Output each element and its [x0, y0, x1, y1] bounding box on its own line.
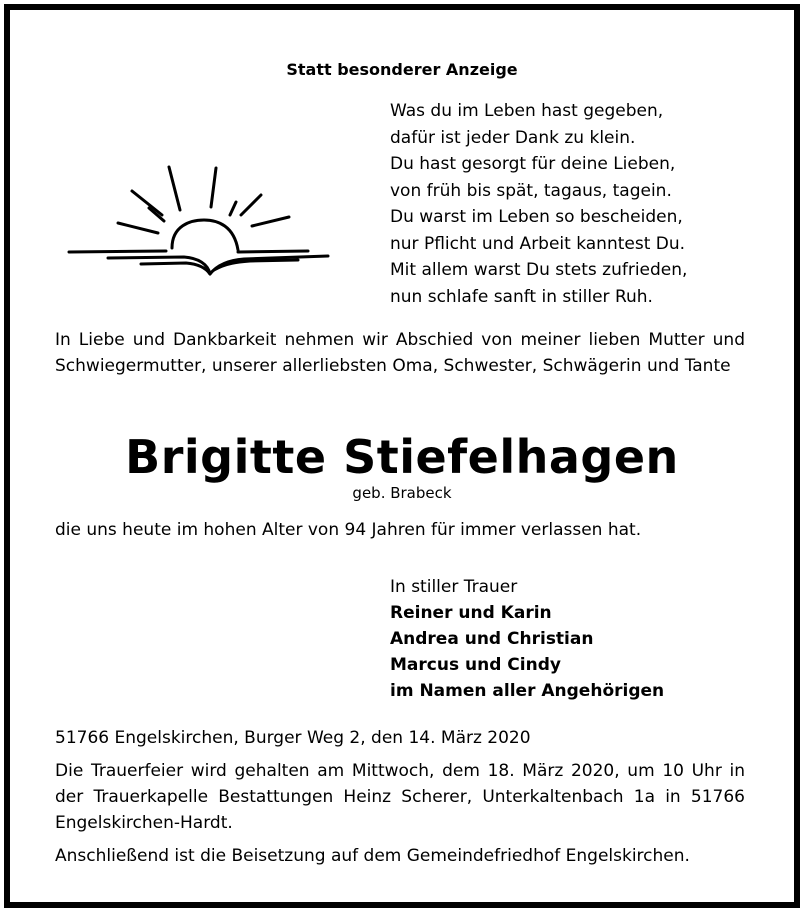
mourners-label: In stiller Trauer: [390, 577, 518, 597]
poem-line: von früh bis spät, tagaus, tagein.: [390, 180, 672, 201]
burial-info: Anschließend ist die Beisetzung auf dem Gemeindefriedhof Engelskirchen.: [55, 846, 690, 866]
mourner-name: Andrea und Christian: [390, 629, 594, 649]
mourners-block: [390, 574, 664, 704]
mourner-name: Marcus und Cindy: [390, 655, 561, 675]
mourner-name: im Namen aller Angehörigen: [390, 681, 665, 701]
farewell-intro: In Liebe und Dankbarkeit nehmen wir Abschied von meiner lieben Mutter und Schwiegermutter, unserer allerliebsten Oma, Schwester, Schwägerin und Tante: [55, 330, 745, 376]
poem-line: nur Pflicht und Arbeit kanntest Du.: [390, 233, 686, 254]
funeral-service-info: Die Trauerfeier wird gehalten am Mittwoch, dem 18. März 2020, um 10 Uhr in der Trauerkapelle Bestattungen Heinz Scherer, Unterkaltenbach 1a in 51766 Engelskirchen-Hardt.: [55, 761, 745, 833]
deceased-name: Brigitte Stiefelhagen: [125, 430, 679, 484]
poem-line: Du warst im Leben so bescheiden,: [390, 207, 683, 227]
address-date: 51766 Engelskirchen, Burger Weg 2, den 14. März 2020: [55, 728, 531, 748]
notice-heading: Statt besonderer Anzeige: [286, 60, 518, 79]
poem-line: dafür ist jeder Dank zu klein.: [390, 127, 636, 148]
obituary-frame: [4, 4, 800, 908]
poem-line: Was du im Leben hast gegeben,: [390, 101, 664, 121]
mourner-name: Reiner und Karin: [390, 603, 552, 623]
poem-line: Du hast gesorgt für deine Lieben,: [390, 154, 676, 174]
memorial-poem: [390, 98, 687, 310]
sunset-icon: [58, 160, 334, 280]
maiden-name: geb. Brabeck: [352, 484, 452, 502]
poem-line: Mit allem warst Du stets zufrieden,: [390, 260, 688, 280]
poem-line: nun schlafe sanft in stiller Ruh.: [390, 286, 653, 307]
passing-statement: die uns heute im hohen Alter von 94 Jahren für immer verlassen hat.: [55, 520, 642, 540]
